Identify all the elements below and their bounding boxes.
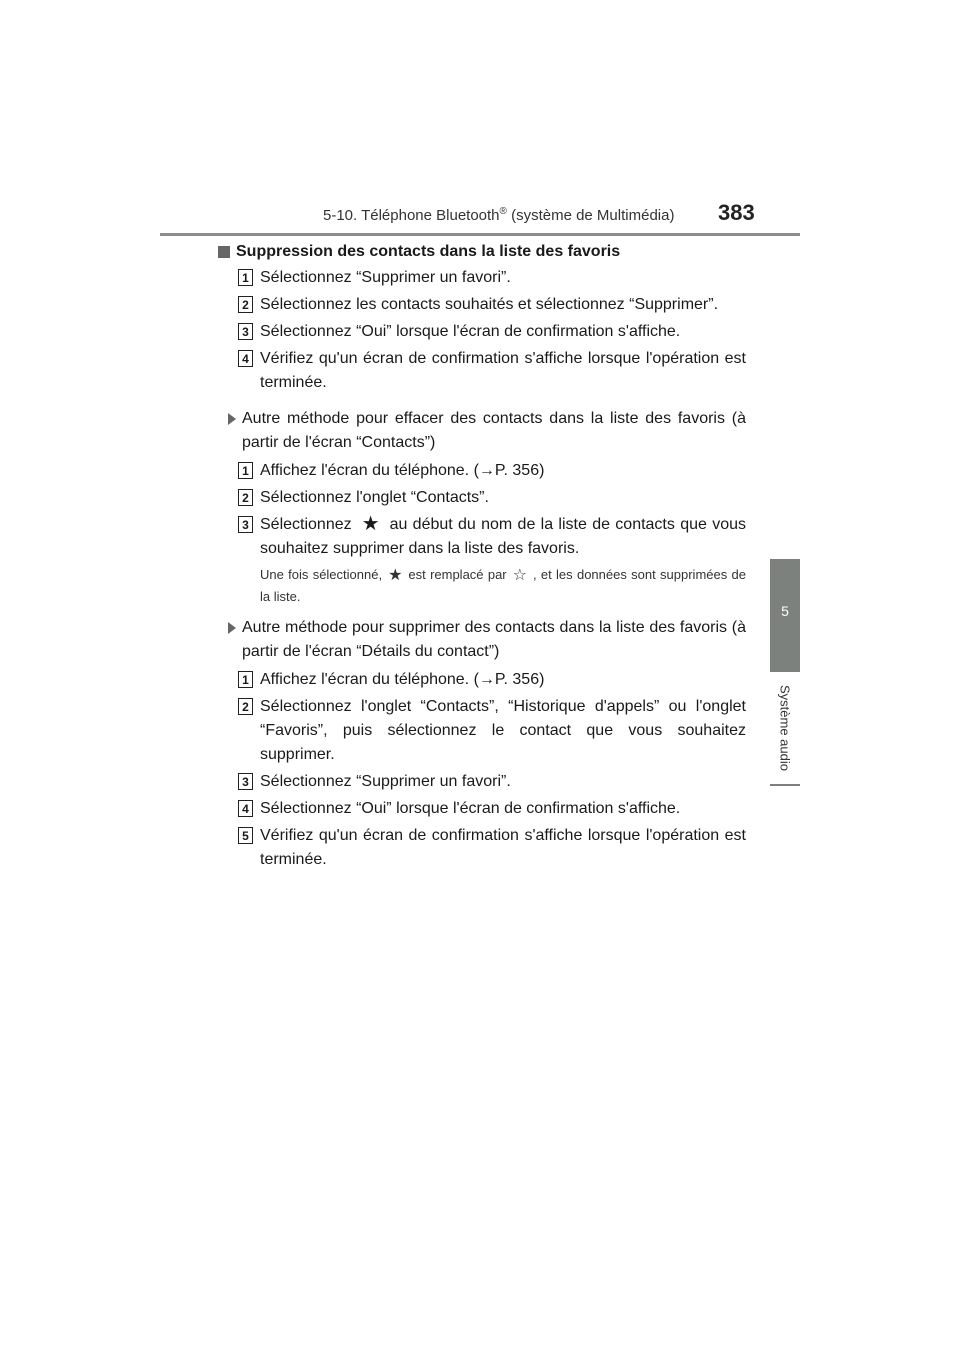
step-item [224, 347, 746, 395]
page-content [224, 240, 746, 875]
registered-mark: ® [499, 206, 507, 217]
triangle-bullet-icon [228, 622, 236, 634]
step-item [224, 293, 746, 317]
step-text: Sélectionnez [260, 516, 352, 533]
step-text: Affichez l'écran du téléphone. ( [260, 462, 479, 479]
alternative-method-text: Autre méthode pour effacer des contacts dans la liste des favoris (à partir de l'écran “Contacts”) [242, 410, 746, 451]
step-text: Sélectionnez l'onglet “Contacts”. [260, 489, 489, 506]
filled-star-icon: ★ [388, 567, 403, 584]
chapter-tab-divider [770, 784, 800, 786]
step-item [224, 824, 746, 872]
page-reference: P. 356) [494, 462, 545, 479]
step-item [224, 695, 746, 767]
step-item [224, 266, 746, 290]
step-number-box: 1 [238, 671, 253, 688]
running-header [323, 206, 674, 224]
step-number-box: 2 [238, 698, 253, 715]
step-item [224, 797, 746, 821]
step-text: Sélectionnez les contacts souhaités et sélectionnez “Supprimer”. [260, 296, 719, 313]
step-number-box: 4 [238, 800, 253, 817]
step-item [224, 770, 746, 794]
step-text: Sélectionnez “Oui” lorsque l'écran de confirmation s'affiche. [260, 800, 681, 817]
header-divider [160, 233, 800, 236]
header-title-pre: 5-10. Téléphone Bluetooth [323, 207, 500, 224]
note-post: , et les données sont supprimées de la liste. [260, 567, 746, 604]
note-text [224, 564, 746, 608]
section-heading-text: Suppression des contacts dans la liste des favoris [236, 243, 621, 260]
page-reference: P. 356) [494, 671, 545, 688]
step-text: Sélectionnez “Supprimer un favori”. [260, 269, 511, 286]
step-text: Affichez l'écran du téléphone. ( [260, 671, 479, 688]
section-heading [218, 240, 746, 264]
chapter-tab-number: 5 [770, 559, 800, 672]
step-text-continued: au début du nom de la liste de contacts que vous souhaitez supprimer dans la liste des favoris. [260, 516, 746, 557]
step-item [224, 668, 746, 692]
step-text: Sélectionnez “Supprimer un favori”. [260, 773, 511, 790]
alternative-method [224, 616, 746, 664]
arrow-icon: → [478, 462, 495, 479]
empty-star-icon: ☆ [512, 567, 527, 584]
step-item [224, 486, 746, 510]
step-number-box: 4 [238, 350, 253, 367]
triangle-bullet-icon [228, 413, 236, 425]
note-mid: est remplacé par [408, 567, 507, 582]
step-text: Vérifiez qu'un écran de confirmation s'affiche lorsque l'opération est terminée. [260, 827, 746, 868]
chapter-tab-label-text: Système audio [777, 685, 793, 771]
step-text: Sélectionnez “Oui” lorsque l'écran de confirmation s'affiche. [260, 323, 681, 340]
step-item [224, 513, 746, 561]
step-text: Vérifiez qu'un écran de confirmation s'affiche lorsque l'opération est terminée. [260, 350, 746, 391]
step-number-box: 2 [238, 489, 253, 506]
step-number-box: 2 [238, 296, 253, 313]
filled-star-icon: ★ [361, 513, 380, 535]
step-text: Sélectionnez l'onglet “Contacts”, “Historique d'appels” ou l'onglet “Favoris”, puis sélectionnez le contact que vous souhaitez supprimer. [260, 698, 746, 763]
header-title-post: (système de Multimédia) [506, 207, 675, 224]
step-item [224, 459, 746, 483]
arrow-icon: → [478, 671, 495, 688]
step-number-box: 1 [238, 269, 253, 286]
step-number-box: 3 [238, 516, 253, 533]
chapter-tab-label [770, 672, 800, 784]
alternative-method-text: Autre méthode pour supprimer des contacts dans la liste des favoris (à partir de l'écran “Détails du contact”) [242, 619, 746, 660]
step-number-box: 3 [238, 773, 253, 790]
step-number-box: 3 [238, 323, 253, 340]
note-pre: Une fois sélectionné, [260, 567, 383, 582]
page-number: 383 [718, 200, 755, 225]
step-number-box: 1 [238, 462, 253, 479]
alternative-method [224, 407, 746, 455]
step-item [224, 320, 746, 344]
step-number-box: 5 [238, 827, 253, 844]
square-bullet-icon [218, 246, 230, 258]
